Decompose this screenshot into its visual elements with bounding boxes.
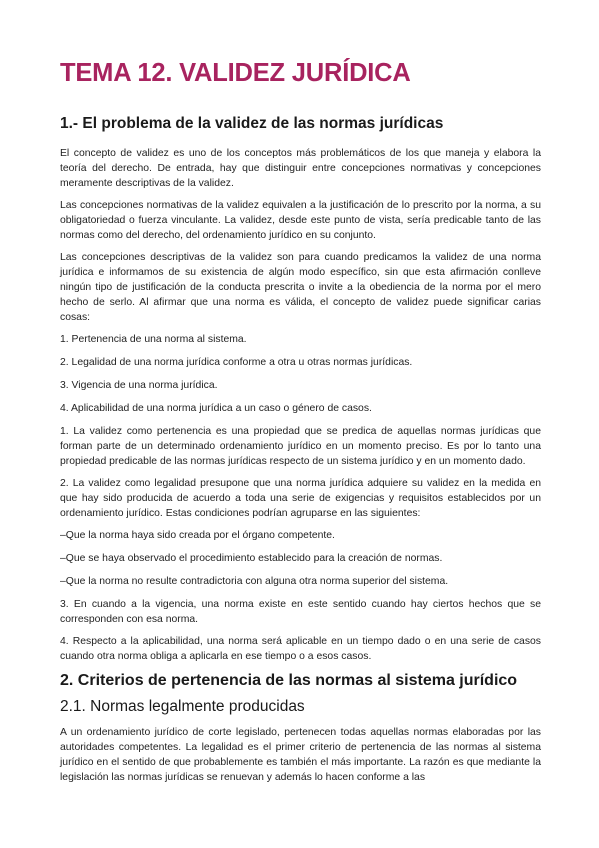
condition-item: –Que se haya observado el procedimiento establecido para la creación de normas. xyxy=(60,553,443,564)
subsection-2-1-heading: 2.1. Normas legalmente producidas xyxy=(60,698,305,715)
paragraph: 2. La validez como legalidad presupone que una norma jurídica adquiere su validez en la medida en que hay sido producida de acuerdo a toda una serie de exigencias y requisitos establecidos por un ordenamiento jurídico. Estas condiciones podrían agruparse en las siguientes: xyxy=(60,478,541,519)
condition-item: –Que la norma haya sido creada por el órgano competente. xyxy=(60,530,335,541)
section-2-heading: 2. Criterios de pertenencia de las normas al sistema jurídico xyxy=(60,672,518,689)
list-item: 4. Aplicabilidad de una norma jurídica a un caso o género de casos. xyxy=(60,403,372,414)
paragraph: 3. En cuando a la vigencia, una norma existe en este sentido cuando hay ciertos hechos que se corresponden con esa norma. xyxy=(60,599,541,625)
list-item: 2. Legalidad de una norma jurídica conforme a otra u otras normas jurídicas. xyxy=(60,357,413,368)
list-item: 3. Vigencia de una norma jurídica. xyxy=(60,380,218,391)
condition-item: –Que la norma no resulte contradictoria con alguna otra norma superior del sistema. xyxy=(60,576,449,587)
paragraph: Las concepciones descriptivas de la validez son para cuando predicamos la validez de una norma jurídica e informamos de su existencia de algún modo específico, sin que esta afirmación conlleve ningún tipo de justificación de la conducta prescrita o invite a la obediencia de la norma por el mero hecho de serlo. Al afirmar que una norma es válida, el concepto de validez puede significar carias cosas: xyxy=(60,252,541,323)
section-1-heading: 1.- El problema de la validez de las normas jurídicas xyxy=(60,115,444,132)
paragraph: El concepto de validez es uno de los conceptos más problemáticos de los que maneja y elabora la teoría del derecho. De entrada, hay que distinguir entre concepciones normativas y concepciones meramente descriptivas de la validez. xyxy=(60,148,541,189)
document-title: TEMA 12. VALIDEZ JURÍDICA xyxy=(60,59,411,87)
paragraph: 1. La validez como pertenencia es una propiedad que se predica de aquellas normas jurídicas que forman parte de un determinado ordenamiento jurídico en un momento preciso. Es por lo tanto una propiedad predicable de las normas jurídicas respecto de un sistema jurídico y en un momento dado. xyxy=(60,426,541,467)
paragraph: Las concepciones normativas de la validez equivalen a la justificación de lo prescrito por la norma, a su obligatoriedad o fuerza vinculante. La validez, desde este punto de vista, sería predicable tanto de las normas como del derecho, del ordenamiento jurídico en su conjunto. xyxy=(60,200,541,241)
document-page xyxy=(60,56,541,792)
list-item: 1. Pertenencia de una norma al sistema. xyxy=(60,334,247,345)
paragraph: A un ordenamiento jurídico de corte legislado, pertenecen todas aquellas normas elaboradas por las autoridades competentes. La legalidad es el primer criterio de pertenencia de las normas al sistema jurídico en el sentido de que probablemente es también el más importante. La razón es que mediante la legislación las normas jurídicas se renuevan y además lo hacen conforme a las xyxy=(60,727,541,783)
paragraph: 4. Respecto a la aplicabilidad, una norma será aplicable en un tiempo dado o en una serie de casos cuando otra norma obliga a aplicarla en ese tiempo o a esos casos. xyxy=(60,636,541,662)
